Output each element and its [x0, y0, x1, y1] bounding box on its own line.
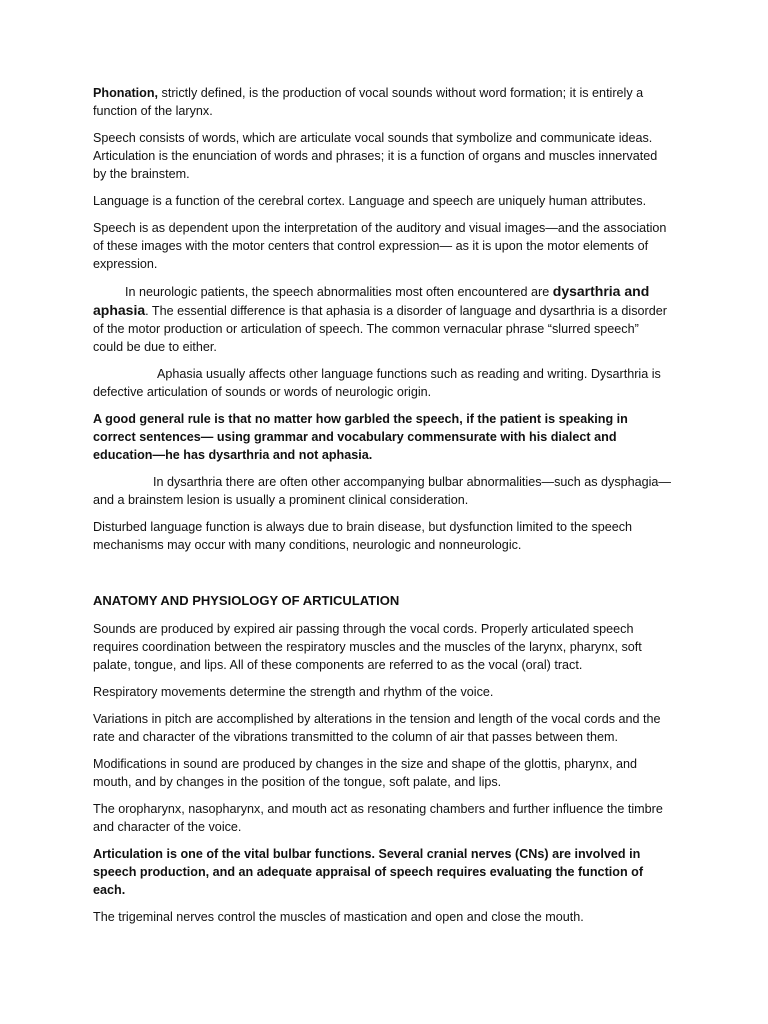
paragraph-modifications: Modifications in sound are produced by changes in the size and shape of the glottis, pharynx, and mouth, and by changes in the position of the tongue, soft palate, and lips.: [93, 757, 637, 789]
paragraph-respiratory: Respiratory movements determine the strength and rhythm of the voice.: [93, 685, 494, 699]
paragraph-phonation-text: strictly defined, is the production of vocal sounds without word formation; it is entirely a function of the larynx.: [93, 86, 644, 118]
paragraph-dysarthria-text: In dysarthria there are often other accompanying bulbar abnormalities—such as dysphagia—and a brainstem lesion is usually a prominent clinical consideration.: [93, 475, 672, 507]
paragraph-disturbed-language: Disturbed language function is always due to brain disease, but dysfunction limited to the speech mechanisms may occur with many conditions, neurologic and nonneurologic.: [93, 520, 633, 552]
paragraph-language: Language is a function of the cerebral cortex. Language and speech are uniquely human attributes.: [93, 194, 647, 208]
term-phonation: Phonation,: [93, 86, 159, 100]
paragraph-neurologic-patients: [93, 282, 672, 356]
paragraph-aphasia-text: Aphasia usually affects other language functions such as reading and writing. Dysarthria is defective articulation of sounds or words of neurologic origin.: [93, 367, 661, 399]
paragraph-trigeminal: The trigeminal nerves control the muscles of mastication and open and close the mouth.: [93, 910, 584, 924]
paragraph-articulation-bulbar: Articulation is one of the vital bulbar functions. Several cranial nerves (CNs) are involved in speech production, and an adequate appraisal of speech requires evaluating the function of each.: [93, 847, 644, 897]
paragraph-general-rule: A good general rule is that no matter how garbled the speech, if the patient is speaking in correct sentences— using grammar and vocabulary commensurate with his dialect and education—he has dysarthria and not aphasia.: [93, 412, 628, 462]
section-heading: ANATOMY AND PHYSIOLOGY OF ARTICULATION: [93, 593, 400, 608]
paragraph-resonating: The oropharynx, nasopharynx, and mouth act as resonating chambers and further influence the timbre and character of the voice.: [93, 802, 663, 834]
paragraph-neurologic-start: In neurologic patients, the speech abnormalities most often encountered are: [125, 285, 553, 299]
paragraph-speech: Speech consists of words, which are articulate vocal sounds that symbolize and communicate ideas. Articulation is the enunciation of words and phrases; it is a function of organs and muscles innervated by the brainstem.: [93, 131, 658, 181]
paragraph-phonation: [93, 84, 672, 120]
term-dysarthria-aphasia: dysarthria and aphasia: [93, 283, 650, 318]
paragraph-speech-dependency: Speech is as dependent upon the interpretation of the auditory and visual images—and the association of these images with the motor centers that control expression— as it is upon the motor elements of expression.: [93, 221, 667, 271]
paragraph-dysarthria: [93, 473, 672, 509]
paragraph-neurologic-rest: . The essential difference is that aphasia is a disorder of language and dysarthria is a disorder of the motor production or articulation of speech. The common vernacular phrase “slurred speech” could be due to either.: [93, 304, 667, 354]
paragraph-sounds: Sounds are produced by expired air passing through the vocal cords. Properly articulated speech requires coordination between the respiratory muscles and the muscles of the larynx, pharynx, soft palate, tongue, and lips. All of these components are referred to as the vocal (oral) tract.: [93, 622, 642, 672]
paragraph-aphasia: [93, 365, 672, 401]
paragraph-pitch: Variations in pitch are accomplished by alterations in the tension and length of the vocal cords and the rate and character of the vibrations transmitted to the column of air that passes between them.: [93, 712, 661, 744]
